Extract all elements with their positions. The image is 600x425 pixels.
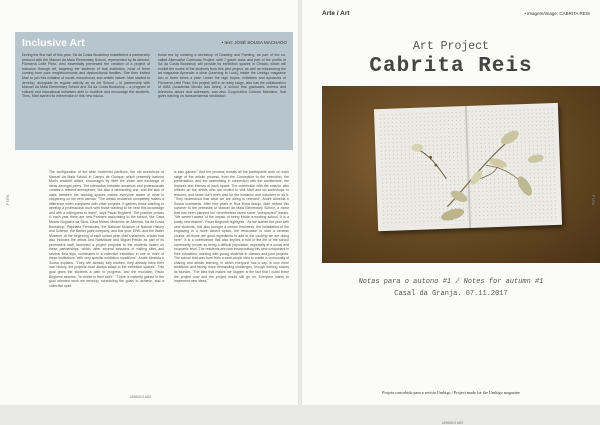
lead-columns — [22, 53, 286, 99]
right-folio: UMBIGO #63 — [442, 421, 464, 425]
lead-column-2: tional era by creating a workshop of Drawing and Painting, as part of the so-called Alternative Curricular Project, with 7 grade class and part of the profits of Sá da Costa Bookshop will provide its exhibition spaces in Chiado, which will exhibit the works of the students from this pilot project, as well as relaunching the art magazine Aprender a olhar [Learning to Look], inside the Umbigo magazine two or three times a year. Under the high hopes, initiatives and dynamics of Filomena Leite Pinto, this project, still in an early stage, also has the collaboration of AMA (Academia Mundo das Artes), a school that graduates cinema and television actors and actresses, and also Cooperativa Cultural Marxiano, that gives training on transcendental meditation. — [158, 53, 286, 99]
lead-title: Inclusive Art — [22, 37, 85, 49]
footer-credit: Projeto concebido para a revista Umbigo / Project made for the Umbigo magazine — [382, 390, 520, 395]
left-page — [0, 0, 298, 405]
lead-credit: • text: JOSÉ SOUSA MACHADO — [221, 40, 287, 45]
project-label: Art Project — [413, 40, 489, 53]
right-side-mark: PT/EN — [590, 194, 595, 206]
artist-title: Cabrita Reis — [369, 55, 533, 78]
left-folio: UMBIGO #63 — [130, 395, 152, 399]
dried-plant — [374, 103, 562, 231]
lead-box — [15, 32, 293, 150]
caption-title: Notas para o autono #1 / Notes for autumn #1 — [358, 278, 544, 286]
lead-column-1: During the first half of this year, Sá da Costa Bookshop established a partnership protocol with the Manuel da Maia Elementary School, represented by its director, Filomena Leite Pinto, who essentially previewed the creation of a project of inclusion through art, targeting the students of that institution, most of them coming from poor neighbourhoods and dysfunctional families. She then invited Marl to join this initiative of social, educational, and artistic nature. Marl started to develop, alongside its regular activity as an Art School – in partnership with Manuel da Maia Elementary School and Sá da Costa Bookshop – a program of cultural and educational initiatives able to mobilize and encourage the students. Thus, Marl started its intervention in this new educa- — [22, 53, 150, 99]
right-page — [302, 0, 600, 425]
artwork-photo — [322, 86, 600, 263]
left-side-mark: PT/EN — [6, 194, 11, 206]
body-column-1: The configuration of the wide modernist pavilions, the old workshops of Manuel da Maia School in Campo de Ourique, which presently harbour Marl's resident artists, encourages by itself the share and exchange of ideas amongst peers. The interaction between amateurs and professionals creates a relaxed atmosphere, but also a demanding one, and the lack of walls between the working spaces makes everyone aware of what is happening on the next canvas. "The artistic residence completely makes a difference when compared with other projects. It gathers those wanting to develop a professional work with those wanting to be near this knowledge and with a willingness to learn", says Paulo Brighenti. The practice proves it: each year there are new Partners associating to the school, like Casa Museu Nogueira da Silva, Casa Museu Medeiros de Almeida, Sá da Costa Bookshop, Papelaria Fernandes, the National Museum of Natural History and Science, the Bartlet paint company, and this year, EPAL and the Water Museum. At the beginning of each school year, Marl's teachers, a team that also includes the artists Ana Natividade and Miguel Penão as part of its permanent staff, launched a project proposal to the students based on these partnerships, which, after several sessions of visiting sites and several field trips, culminates in a collective exhibition in one or more of these institutions "with very specific exhibition conditions", André Almeida e Sousa explains. "They are already fully booked, they already have their own history, the projects must always adapt to the exhibition spaces". This goal gives the students a path to progress, and the evolution, Paulo Brighenti assures, "is visible in their work". "There is maturity gained in the goal oriented work we develop, scheduling the goals to achieve, and a collective spirit — [49, 170, 164, 288]
notebook — [374, 103, 562, 231]
article-body — [49, 170, 289, 288]
body-column-2: is also gained." And the process reveals all the participants work on each stage of the artistic process, from the Conception to the execution, the presentation, and the assembling in connection with the architecture, the features and themes of each space. The connection with the exterior also reflects on the artists who are invited to visit Marl and do workshops or lectures, and some don't even wait for the invitation and volunteer to do it. "They understood that what we are doing is relevant", André Almeida e Sousa comments. After four years in Rua Rosa Araújo, Marl moved this summer to the premises of Manuel da Maia Elementary School, a move that has been planned but nevertheless faced some "unexpected" issues. "We weren't aware of the impact of being inside a working school. It is a totally new feature", Paulo Brighenti highlights. "As we started the year with new students, this also brought a certain freshness, the installation of the engraving in a more decent space, the restoration to start a ceramic course, all those are good ingredients to add to the cooking we are doing here". It is a coexistence that also implies a role in the life of the school community, known as being a difficult population, especially at a social and economic level. The residents are now incorporating this new component in their education, working with young students in classes and joint projects. The school that was born from a semi-utopic idea to create a community of sharing and artistic learning, in which everyone has a say, is now more ambitious and facing more demanding challenges, though nothing scares its founder. "The idea that makes me happier is the fact that I could leave the project now and the project would still go on. Everyone wants to implement new ideas." — [174, 170, 289, 284]
section-header: Arte / Art — [322, 10, 350, 17]
image-credit: • imagem/image: CABRITA REIS — [524, 11, 590, 16]
caption-place-date: Casal da Granja. 07.11.2017 — [394, 290, 508, 298]
